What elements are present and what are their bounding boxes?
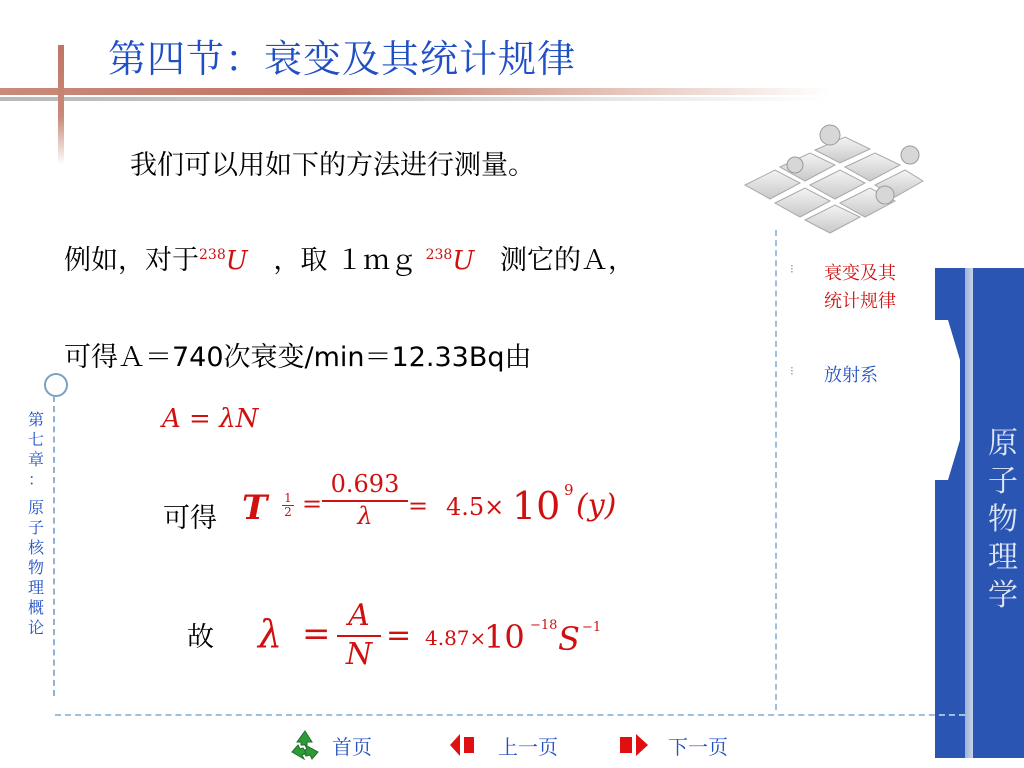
intro-text: 我们可以用如下的方法进行测量。 bbox=[130, 150, 535, 181]
chapter-char: 物 bbox=[27, 558, 44, 577]
sidebar-divider bbox=[775, 230, 777, 710]
formula2-denominator: λ bbox=[322, 500, 408, 530]
bullet-icon: ⁝ bbox=[790, 262, 794, 276]
next-arrow-icon bbox=[618, 734, 648, 756]
chapter-char: 理 bbox=[27, 578, 44, 597]
chapter-char: 核 bbox=[27, 538, 44, 557]
prev-label: 上一页 bbox=[498, 735, 558, 759]
formula2-equals-2: = bbox=[408, 492, 429, 520]
formula3-fraction bbox=[337, 598, 381, 672]
formula2-coefficient: 4.5× bbox=[446, 493, 505, 521]
course-char: 理 bbox=[988, 540, 1018, 575]
next-page-button[interactable] bbox=[618, 728, 748, 762]
chapter-label bbox=[26, 410, 46, 638]
formula3-numerator: A bbox=[348, 598, 370, 633]
isotope-mass-number: 238 bbox=[199, 247, 226, 263]
course-char: 原 bbox=[988, 426, 1018, 461]
prev-page-button[interactable] bbox=[450, 728, 580, 762]
formula2-fraction bbox=[322, 470, 408, 530]
chapter-char: ： bbox=[27, 470, 44, 489]
activity-text: 可得Ａ＝740次衰变/min＝12.33Bq由 bbox=[64, 342, 532, 373]
footer-divider bbox=[55, 714, 965, 716]
isotope-symbol-2: U bbox=[452, 246, 475, 276]
sidebar-item-label: 衰变及其 bbox=[824, 263, 896, 284]
formula3-equals: = bbox=[302, 614, 331, 654]
example-prefix: 例如，对于 bbox=[64, 245, 199, 276]
home-button[interactable] bbox=[288, 728, 388, 762]
example-text bbox=[64, 238, 635, 277]
formula2-half-subscript bbox=[282, 492, 294, 519]
formula3-lambda: λ bbox=[258, 612, 283, 656]
sidebar-item-radioactive-series[interactable] bbox=[790, 362, 925, 390]
chapter-char: 第 bbox=[27, 410, 44, 429]
isotope-symbol: U bbox=[225, 246, 248, 276]
next-label: 下一页 bbox=[668, 735, 728, 759]
formula2-base: 10 bbox=[512, 484, 561, 528]
isotope-mass-number-2: 238 bbox=[425, 247, 453, 263]
example-mid: ，取 １ｍｇ bbox=[273, 245, 417, 276]
page-title: 第四节：衰变及其统计规律 bbox=[108, 37, 577, 81]
chapter-char: 章 bbox=[27, 450, 44, 469]
panel-edge bbox=[965, 268, 973, 758]
formula3-base: 10 bbox=[484, 618, 525, 656]
bullet-icon: ⁝ bbox=[790, 364, 794, 378]
example-suffix: 测它的Ａ， bbox=[500, 245, 635, 276]
formula3-label: 故 bbox=[187, 622, 214, 653]
recycle-icon bbox=[288, 728, 322, 762]
formula3-exponent: −18 bbox=[530, 618, 558, 633]
sidebar-item-label: 统计规律 bbox=[824, 291, 896, 312]
formula2-label: 可得 bbox=[163, 503, 217, 534]
course-char: 物 bbox=[988, 502, 1018, 537]
formula-activity: A = λN bbox=[162, 404, 259, 434]
decorative-line-vertical bbox=[58, 45, 64, 165]
home-label: 首页 bbox=[332, 735, 372, 759]
chapter-char: 子 bbox=[27, 518, 44, 537]
formula2-unit: (y) bbox=[576, 488, 617, 523]
chapter-char: 论 bbox=[27, 618, 44, 637]
course-char: 子 bbox=[988, 464, 1018, 499]
formula3-coefficient: 4.87× bbox=[425, 626, 487, 650]
prev-arrow-icon bbox=[450, 734, 478, 756]
formula3-denominator: N bbox=[337, 635, 381, 672]
decorative-line-gray bbox=[0, 97, 830, 101]
decorative-line-red bbox=[0, 88, 830, 95]
chapter-char: 七 bbox=[27, 430, 44, 449]
chapter-char: 概 bbox=[27, 598, 44, 617]
formula2-numerator: 0.693 bbox=[330, 470, 400, 498]
formula2-exponent: 9 bbox=[564, 481, 574, 499]
formula3-equals-2: = bbox=[386, 618, 412, 653]
formula2-T: T bbox=[242, 488, 268, 528]
formula3-unit-exponent: −1 bbox=[582, 620, 602, 635]
half-denominator: 2 bbox=[282, 505, 294, 519]
formula3-unit: S bbox=[558, 620, 580, 658]
rail-circle-icon bbox=[44, 373, 68, 397]
cube-grid-decoration-icon bbox=[735, 115, 925, 240]
rail-dashed-line bbox=[53, 396, 55, 696]
half-numerator: 1 bbox=[284, 491, 292, 505]
panel-notch bbox=[920, 320, 960, 480]
sidebar-item-decay[interactable] bbox=[790, 260, 925, 316]
formula2-equals: = bbox=[302, 490, 323, 518]
sidebar-item-label: 放射系 bbox=[824, 365, 878, 386]
chapter-char: 原 bbox=[27, 498, 44, 517]
course-char: 学 bbox=[988, 578, 1018, 613]
course-title bbox=[985, 425, 1021, 615]
